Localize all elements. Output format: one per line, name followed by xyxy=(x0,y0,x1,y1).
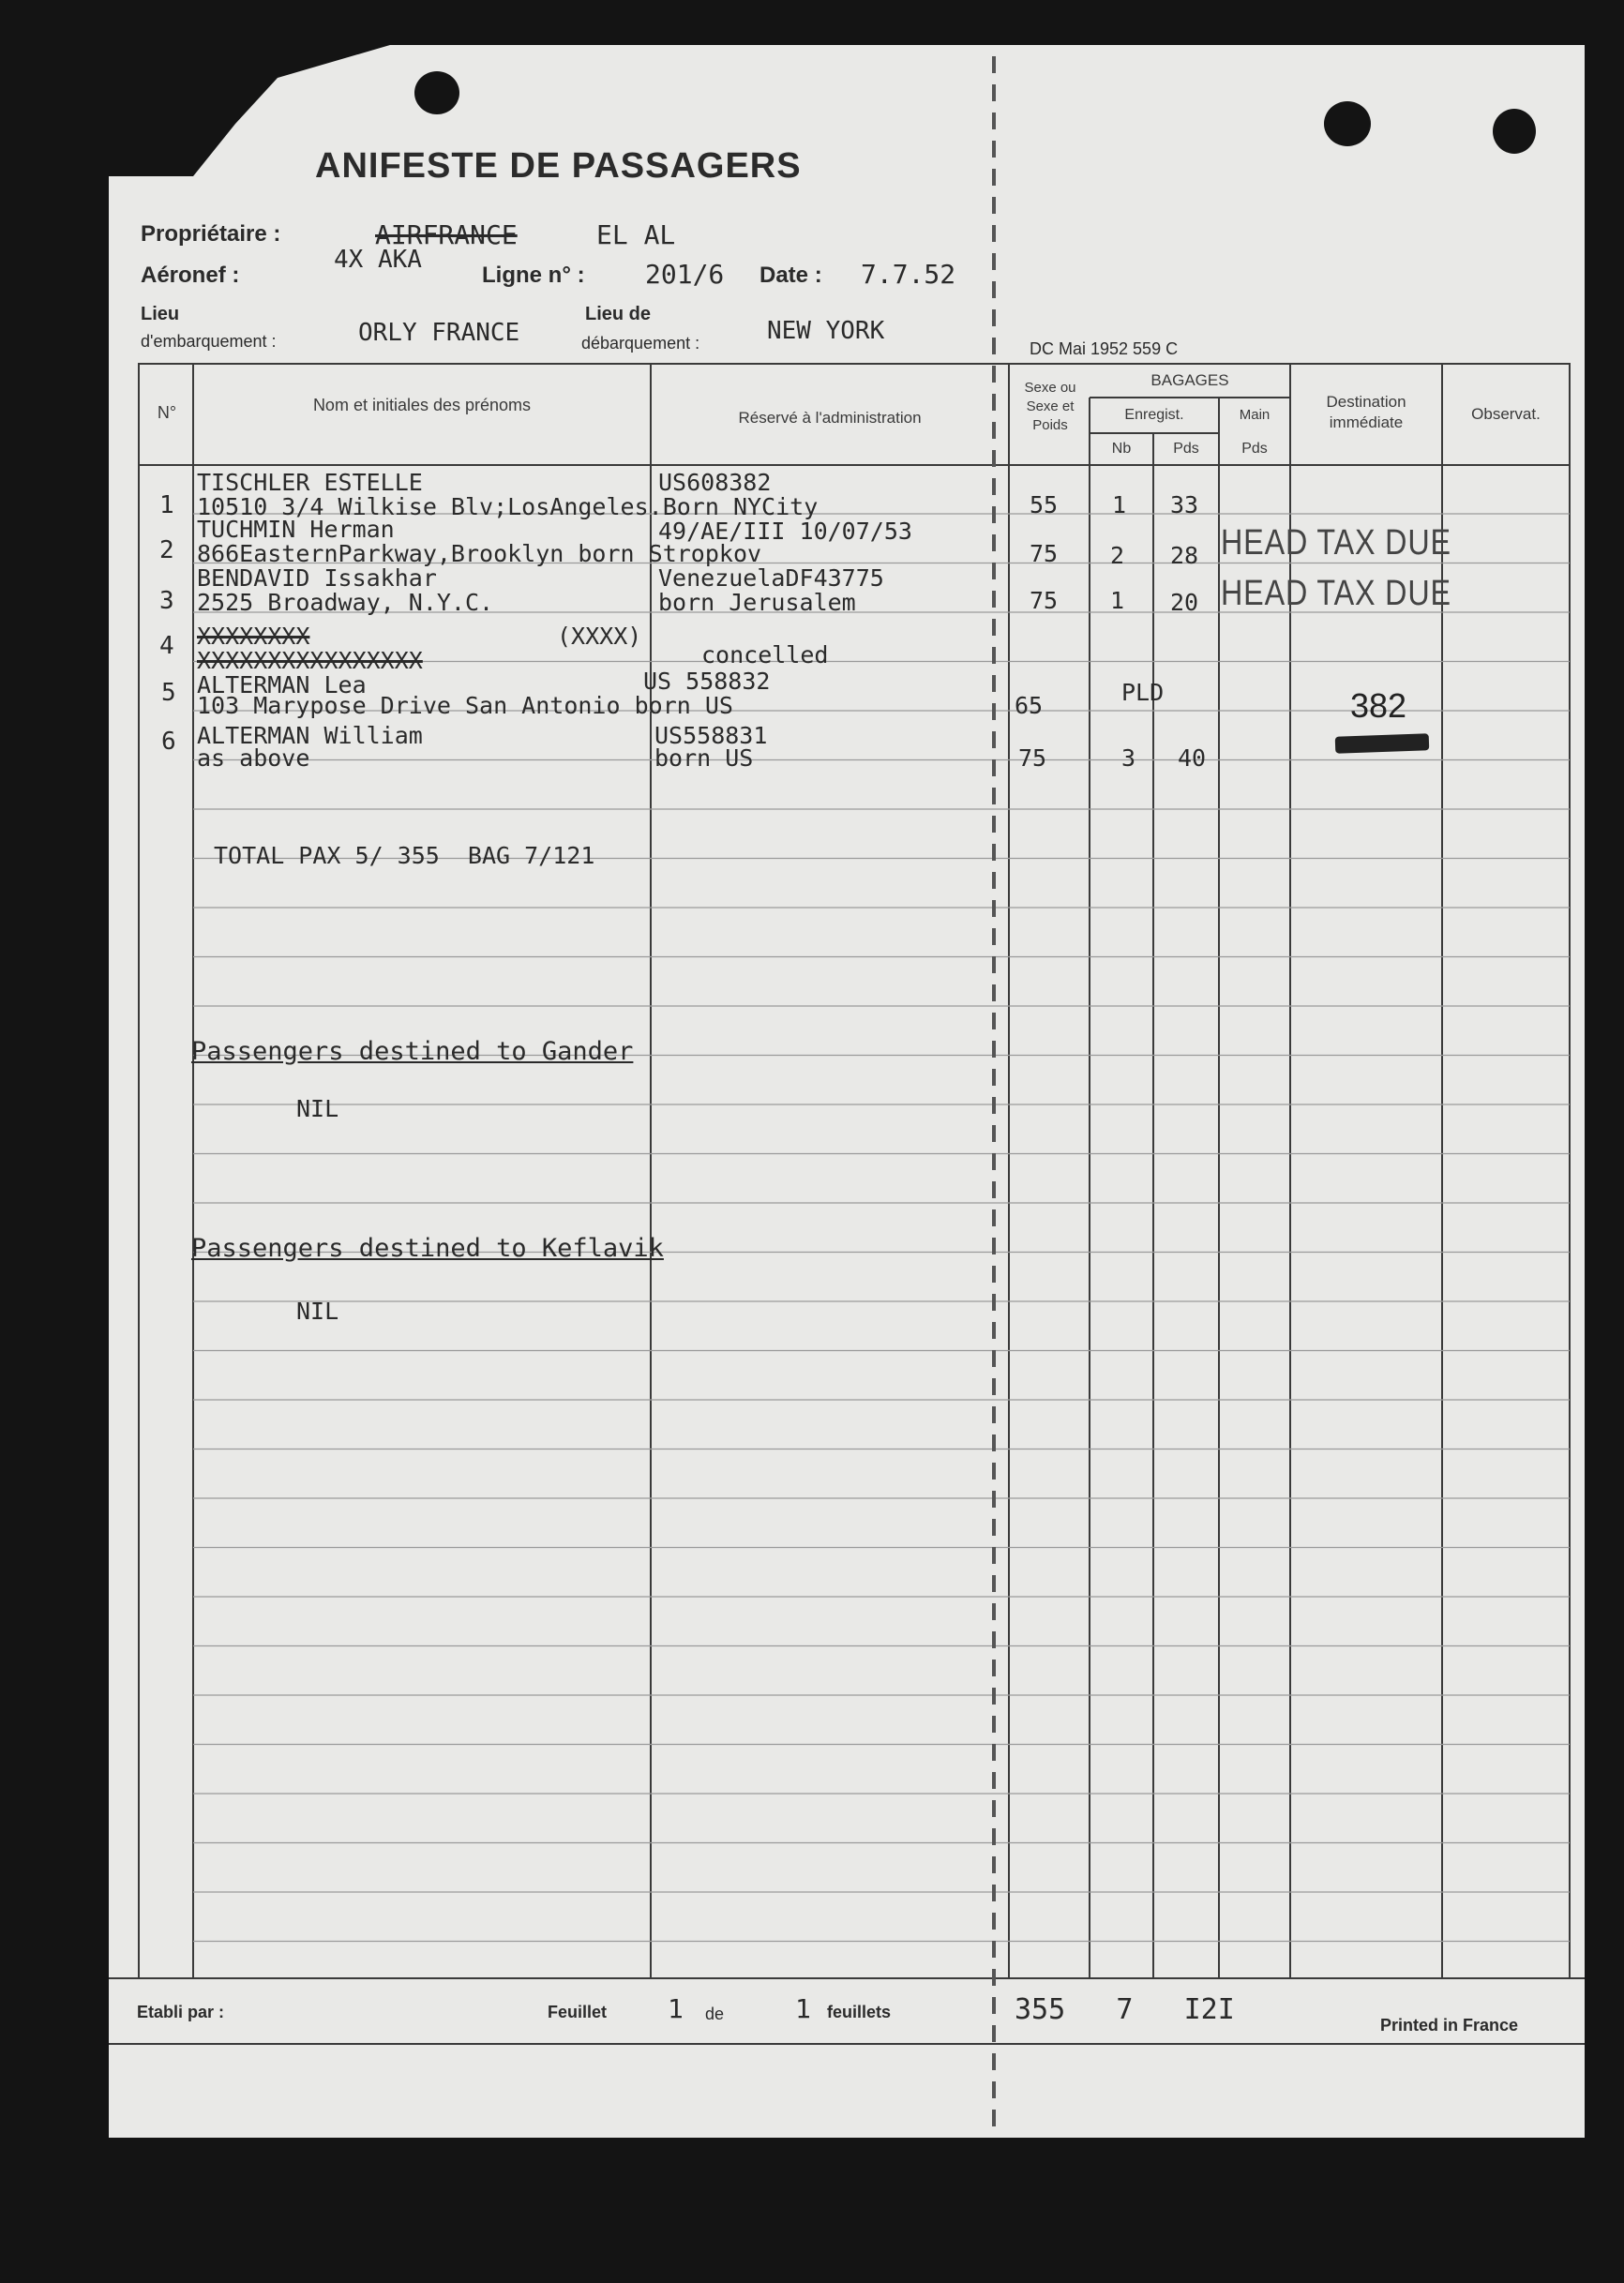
lieu-deb-label-1: Lieu de xyxy=(585,304,652,324)
col-pds: Pds xyxy=(1173,441,1199,457)
row-3-name: BENDAVID Issakhar xyxy=(197,564,437,592)
gander-value: NIL xyxy=(296,1095,339,1122)
printed-in-france: Printed in France xyxy=(1380,2016,1519,2035)
lieu-deb-label-2: débarquement : xyxy=(581,334,700,353)
form-code: DC Mai 1952 559 C xyxy=(1030,339,1179,358)
row-5-no: 5 xyxy=(161,679,176,707)
row-1-pds: 33 xyxy=(1170,491,1199,518)
row-2-head-tax-stamp: HEAD TAX DUE xyxy=(1221,523,1451,563)
row-3-admin-birthplace: born Jerusalem xyxy=(658,589,856,616)
date-value: 7.7.52 xyxy=(861,259,956,290)
aeronef-value: 4X AKA xyxy=(334,246,422,274)
row-5-address: 103 Marypose Drive San Antonio born US xyxy=(197,692,733,719)
date-label: Date : xyxy=(759,263,822,288)
row-3-admin: VenezuelaDF43775 xyxy=(658,564,884,592)
col-no: N° xyxy=(157,403,177,422)
punch-hole-left xyxy=(414,71,459,114)
row-4-address: XXXXXXXXXXXXXXXX xyxy=(197,647,423,674)
row-3-nb: 1 xyxy=(1110,587,1125,614)
row-4-admin: (XXXX) xyxy=(557,623,642,650)
row-2-nb: 2 xyxy=(1110,542,1125,569)
footer-totals: 355 7 I2I xyxy=(1015,1993,1235,2026)
lieu-emb-value: ORLY FRANCE xyxy=(358,319,520,347)
manifest-sheet xyxy=(109,45,1585,2138)
row-6-address: as above xyxy=(197,744,310,772)
row-6-admin-birthplace: born US xyxy=(654,744,754,772)
lieu-emb-label-2: d'embarquement : xyxy=(141,332,277,351)
row-3-weight: 75 xyxy=(1030,587,1059,614)
scribble-under-382 xyxy=(1335,733,1430,753)
lieu-deb-value: NEW YORK xyxy=(767,317,885,345)
row-6-weight: 75 xyxy=(1018,744,1047,772)
row-3-head-tax-stamp: HEAD TAX DUE xyxy=(1221,574,1451,613)
row-6-name: ALTERMAN William xyxy=(197,722,423,749)
punch-hole-right-1 xyxy=(1324,101,1371,146)
handwritten-382: 382 xyxy=(1350,686,1407,725)
row-6-pds: 40 xyxy=(1178,744,1207,772)
col-nom: Nom et initiales des prénoms xyxy=(312,396,532,414)
row-1-weight: 55 xyxy=(1030,491,1059,518)
row-3-no: 3 xyxy=(159,587,174,615)
col-bagages: BAGAGES xyxy=(1150,371,1229,389)
row-6-nb: 3 xyxy=(1121,744,1136,772)
row-2-weight: 75 xyxy=(1030,540,1059,567)
row-1-name: TISCHLER ESTELLE xyxy=(197,469,423,496)
proprietaire-value: EL AL xyxy=(596,219,676,250)
row-2-admin: 49/AE/III 10/07/53 xyxy=(658,518,912,545)
row-2-no: 2 xyxy=(159,536,174,564)
row-1-no: 1 xyxy=(159,491,174,519)
proprietaire-struck-value: AIRFRANCE xyxy=(375,219,518,250)
row-5-admin: US 558832 xyxy=(643,668,771,695)
de-label: de xyxy=(705,2005,725,2023)
proprietaire-label: Propriétaire : xyxy=(141,221,281,247)
col-enregist: Enregist. xyxy=(1124,407,1184,423)
row-3-pds: 20 xyxy=(1170,589,1199,616)
form-title: ANIFESTE DE PASSAGERS xyxy=(315,146,802,186)
lieu-emb-label-1: Lieu xyxy=(141,304,180,324)
row-2-address: 866EasternParkway,Brooklyn born Stropkov xyxy=(197,540,762,567)
col-admin: Réservé à l'administration xyxy=(738,409,922,427)
row-5-baggage-note: PLD xyxy=(1121,679,1165,706)
feuillet-label: Feuillet xyxy=(548,2003,608,2021)
row-3-address: 2525 Broadway, N.Y.C. xyxy=(197,589,494,616)
totals-line: TOTAL PAX 5/ 355 BAG 7/121 xyxy=(214,842,595,869)
row-2-pds: 28 xyxy=(1170,542,1199,569)
punch-hole-right-2 xyxy=(1493,109,1536,154)
row-6-no: 6 xyxy=(161,728,176,756)
aeronef-label: Aéronef : xyxy=(141,263,240,288)
col-pds-main: Pds xyxy=(1241,441,1268,457)
col-sexe: Sexe ou Sexe et Poids xyxy=(1024,380,1076,433)
row-6-admin: US558831 xyxy=(654,722,768,749)
keflavik-value: NIL xyxy=(296,1298,339,1325)
row-4-name: XXXXXXXX xyxy=(197,623,310,650)
fold-line xyxy=(992,56,996,2128)
row-5-name: ALTERMAN Lea xyxy=(197,671,367,698)
ligne-label: Ligne n° : xyxy=(482,263,585,288)
row-1-address: 10510 3/4 Wilkise Blv;LosAngeles.Born NYCity xyxy=(197,493,819,520)
feuillet-number: 1 xyxy=(668,1993,684,2024)
row-4-no: 4 xyxy=(159,632,174,660)
col-nb: Nb xyxy=(1111,441,1132,457)
feuillets-label: feuillets xyxy=(827,2003,892,2021)
gander-heading: Passengers destined to Gander xyxy=(191,1037,634,1066)
col-destination: Destination immédiate xyxy=(1326,393,1406,431)
row-1-admin: US608382 xyxy=(658,469,772,496)
keflavik-heading: Passengers destined to Keflavik xyxy=(191,1234,664,1263)
row-2-name: TUCHMIN Herman xyxy=(197,516,395,543)
row-5-weight: 65 xyxy=(1015,692,1044,719)
feuillets-total-number: 1 xyxy=(795,1993,811,2024)
row-4-cancelled: concelled xyxy=(701,641,829,668)
col-observ: Observat. xyxy=(1471,405,1541,423)
etabli-label: Etabli par : xyxy=(137,2003,225,2021)
ligne-value: 201/6 xyxy=(645,259,725,290)
row-1-nb: 1 xyxy=(1112,491,1127,518)
col-main: Main xyxy=(1239,407,1271,423)
